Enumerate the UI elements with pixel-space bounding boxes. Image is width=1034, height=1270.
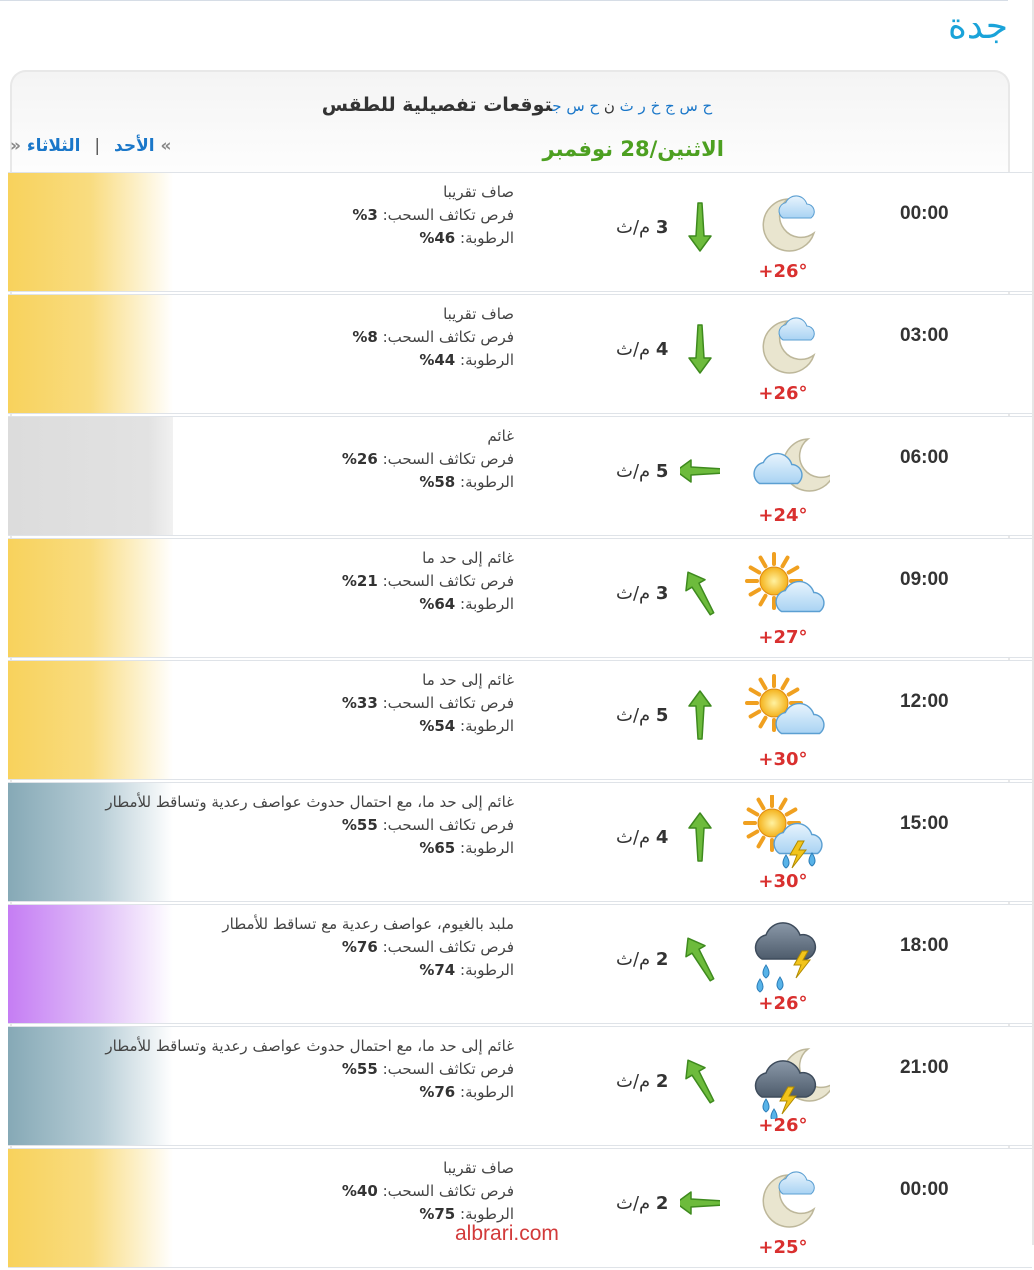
- condition-text: صاف تقريبا: [443, 183, 514, 201]
- cloud-chance-label: فرص تكاثف السحب:: [382, 572, 514, 590]
- wind-speed: [616, 1071, 668, 1092]
- humidity-label: الرطوبة:: [460, 351, 514, 369]
- humidity-value: 58%: [419, 473, 456, 491]
- forecast-header: [0, 94, 1034, 116]
- condition-details: [342, 425, 514, 494]
- condition-color-strip: [8, 661, 173, 779]
- cloud-chance-label: فرص تكاثف السحب:: [382, 816, 514, 834]
- temperature: +30°: [758, 871, 808, 892]
- forecast-time: 06:00: [900, 447, 949, 468]
- moon-cloud-icon: [740, 1161, 830, 1239]
- temperature: +26°: [758, 261, 808, 282]
- condition-details: [105, 1035, 514, 1104]
- condition-text: غائم إلى حد ما: [422, 671, 514, 689]
- wind-info: [616, 1055, 726, 1115]
- forecast-rows: [8, 172, 1032, 1270]
- condition-text: صاف تقريبا: [443, 305, 514, 323]
- humidity-label: الرطوبة:: [460, 839, 514, 857]
- cloud-chance: [352, 326, 514, 349]
- condition-color-strip: [8, 1149, 173, 1267]
- forecast-row: [8, 538, 1032, 658]
- humidity-value: 75%: [419, 1205, 456, 1223]
- temperature: +24°: [758, 505, 808, 526]
- wind-speed-value: 2: [655, 1193, 669, 1214]
- wind-speed-value: 4: [655, 339, 669, 360]
- cloud-chance: [342, 570, 514, 593]
- forecast-row: [8, 416, 1032, 536]
- forecast-row: [8, 1148, 1032, 1268]
- wind-speed-value: 5: [655, 705, 669, 726]
- humidity-label: الرطوبة:: [460, 961, 514, 979]
- sun-cloud-icon: [740, 673, 830, 751]
- forecast-title: توقعات تفصيلية للطقس: [321, 94, 553, 116]
- humidity-value: 64%: [419, 595, 456, 613]
- wind-speed-unit: م/ث: [616, 583, 651, 604]
- humidity: [342, 715, 514, 738]
- nav-separator: |: [94, 136, 101, 156]
- forecast-time: 00:00: [900, 1179, 949, 1200]
- humidity-label: الرطوبة:: [460, 595, 514, 613]
- wind-speed: [616, 827, 668, 848]
- next-day-link[interactable]: الثلاثاء: [26, 136, 81, 156]
- cloud-chance-label: فرص تكاثف السحب:: [382, 328, 514, 346]
- temperature: +30°: [758, 749, 808, 770]
- condition-details: [352, 181, 514, 250]
- condition-details: [222, 913, 514, 982]
- wind-speed-unit: م/ث: [616, 339, 651, 360]
- forecast-time: 18:00: [900, 935, 949, 956]
- cloud-chance: [342, 1180, 514, 1203]
- humidity: [352, 349, 514, 372]
- humidity: [342, 471, 514, 494]
- letter-current: ن: [603, 97, 615, 115]
- humidity: [342, 593, 514, 616]
- wind-speed-value: 5: [655, 461, 669, 482]
- humidity-value: 46%: [419, 229, 456, 247]
- cloud-chance-value: 21%: [341, 572, 378, 590]
- letter-index[interactable]: [552, 97, 712, 115]
- humidity-value: 65%: [419, 839, 456, 857]
- sun-storm-icon: [740, 795, 830, 873]
- chevron-left-icon: «: [160, 136, 172, 156]
- city-title: جدة: [947, 6, 1008, 47]
- wind-speed: [616, 217, 668, 238]
- cloud-chance-value: 76%: [341, 938, 378, 956]
- cloud-chance-label: فرص تكاثف السحب:: [382, 450, 514, 468]
- cloudy-moon-icon: [740, 429, 830, 507]
- condition-color-strip: [8, 173, 173, 291]
- temperature: +26°: [758, 1115, 808, 1136]
- cloud-chance-value: 55%: [341, 816, 378, 834]
- humidity-value: 54%: [419, 717, 456, 735]
- condition-color-strip: [8, 417, 173, 535]
- moon-cloud-icon: [740, 307, 830, 385]
- wind-speed: [616, 1193, 668, 1214]
- forecast-time: 00:00: [900, 203, 949, 224]
- forecast-row: [8, 782, 1032, 902]
- wind-speed-unit: م/ث: [616, 217, 651, 238]
- cloud-chance-value: 33%: [341, 694, 378, 712]
- wind-speed-unit: م/ث: [616, 1071, 651, 1092]
- letter-links-b[interactable]: ح س ج: [552, 97, 600, 115]
- condition-details: [342, 669, 514, 738]
- wind-speed: [616, 461, 668, 482]
- forecast-time: 21:00: [900, 1057, 949, 1078]
- condition-text: صاف تقريبا: [443, 1159, 514, 1177]
- humidity-value: 74%: [419, 961, 456, 979]
- condition-details: [352, 303, 514, 372]
- wind-speed-value: 3: [655, 583, 669, 604]
- day-navigation: [10, 136, 171, 156]
- condition-text: غائم إلى حد ما: [422, 549, 514, 567]
- wind-speed: [616, 705, 668, 726]
- cloud-chance: [105, 814, 514, 837]
- wind-info: [616, 323, 726, 383]
- wind-info: [616, 445, 726, 505]
- wind-speed-unit: م/ث: [616, 949, 651, 970]
- humidity-value: 44%: [419, 351, 456, 369]
- date-label: الاثنين/28 نوفمبر: [542, 137, 724, 161]
- condition-text: غائم إلى حد ما، مع احتمال حدوث عواصف رعدية وتساقط للأمطار: [105, 793, 514, 811]
- wind-speed: [616, 583, 668, 604]
- cloud-chance-label: فرص تكاثف السحب:: [382, 938, 514, 956]
- condition-details: [342, 547, 514, 616]
- cloud-chance-label: فرص تكاثف السحب:: [382, 1060, 514, 1078]
- cloud-chance-value: 55%: [341, 1060, 378, 1078]
- forecast-row: [8, 904, 1032, 1024]
- forecast-time: 09:00: [900, 569, 949, 590]
- humidity: [222, 959, 514, 982]
- wind-info: [616, 933, 726, 993]
- prev-day-link[interactable]: الأحد: [114, 136, 155, 156]
- forecast-time: 15:00: [900, 813, 949, 834]
- wind-speed-value: 2: [655, 949, 669, 970]
- humidity-label: الرطوبة:: [460, 1083, 514, 1101]
- forecast-row: [8, 172, 1032, 292]
- cloud-chance: [222, 936, 514, 959]
- humidity: [352, 227, 514, 250]
- cloud-chance: [342, 448, 514, 471]
- temperature: +26°: [758, 383, 808, 404]
- temperature: +25°: [758, 1237, 808, 1258]
- cloud-chance-label: فرص تكاثف السحب:: [382, 206, 514, 224]
- condition-details: [342, 1157, 514, 1226]
- condition-text: غائم إلى حد ما، مع احتمال حدوث عواصف رعدية وتساقط للأمطار: [105, 1037, 514, 1055]
- condition-text: غائم: [487, 427, 514, 445]
- cloud-chance: [352, 204, 514, 227]
- humidity: [105, 837, 514, 860]
- wind-info: [616, 567, 726, 627]
- wind-speed-unit: م/ث: [616, 827, 651, 848]
- wind-info: [616, 201, 726, 261]
- wind-speed: [616, 949, 668, 970]
- wind-speed-unit: م/ث: [616, 1193, 651, 1214]
- wind-speed-unit: م/ث: [616, 705, 651, 726]
- cloud-chance: [342, 692, 514, 715]
- humidity-label: الرطوبة:: [460, 1205, 514, 1223]
- watermark: albrari.com: [455, 1222, 559, 1245]
- moon-storm-icon: [740, 1039, 830, 1117]
- wind-speed: [616, 339, 668, 360]
- temperature: +27°: [758, 627, 808, 648]
- wind-speed-unit: م/ث: [616, 461, 651, 482]
- top-divider: [0, 0, 1008, 1]
- forecast-row: [8, 660, 1032, 780]
- wind-info: [616, 1177, 726, 1237]
- cloud-chance: [105, 1058, 514, 1081]
- storm-cloud-icon: [740, 917, 830, 995]
- forecast-time: 03:00: [900, 325, 949, 346]
- cloud-chance-value: 26%: [341, 450, 378, 468]
- humidity-label: الرطوبة:: [460, 717, 514, 735]
- humidity-label: الرطوبة:: [460, 229, 514, 247]
- cloud-chance-value: 3%: [352, 206, 378, 224]
- condition-details: [105, 791, 514, 860]
- letter-links-a[interactable]: ح س ج خ ر ث: [619, 97, 713, 115]
- chevron-right-icon: »: [10, 136, 21, 156]
- sun-cloud-icon: [740, 551, 830, 629]
- forecast-time: 12:00: [900, 691, 949, 712]
- humidity: [105, 1081, 514, 1104]
- forecast-row: [8, 294, 1032, 414]
- temperature: +26°: [758, 993, 808, 1014]
- condition-color-strip: [8, 539, 173, 657]
- humidity-value: 76%: [419, 1083, 456, 1101]
- moon-cloud-icon: [740, 185, 830, 263]
- humidity-label: الرطوبة:: [460, 473, 514, 491]
- forecast-row: [8, 1026, 1032, 1146]
- cloud-chance-value: 8%: [352, 328, 378, 346]
- cloud-chance-value: 40%: [341, 1182, 378, 1200]
- wind-speed-value: 2: [655, 1071, 669, 1092]
- wind-speed-value: 3: [655, 217, 669, 238]
- condition-color-strip: [8, 905, 173, 1023]
- wind-info: [616, 811, 726, 871]
- wind-info: [616, 689, 726, 749]
- cloud-chance-label: فرص تكاثف السحب:: [382, 694, 514, 712]
- cloud-chance-label: فرص تكاثف السحب:: [382, 1182, 514, 1200]
- condition-color-strip: [8, 295, 173, 413]
- condition-text: ملبد بالغيوم، عواصف رعدية مع تساقط للأمطار: [222, 915, 514, 933]
- wind-speed-value: 4: [655, 827, 669, 848]
